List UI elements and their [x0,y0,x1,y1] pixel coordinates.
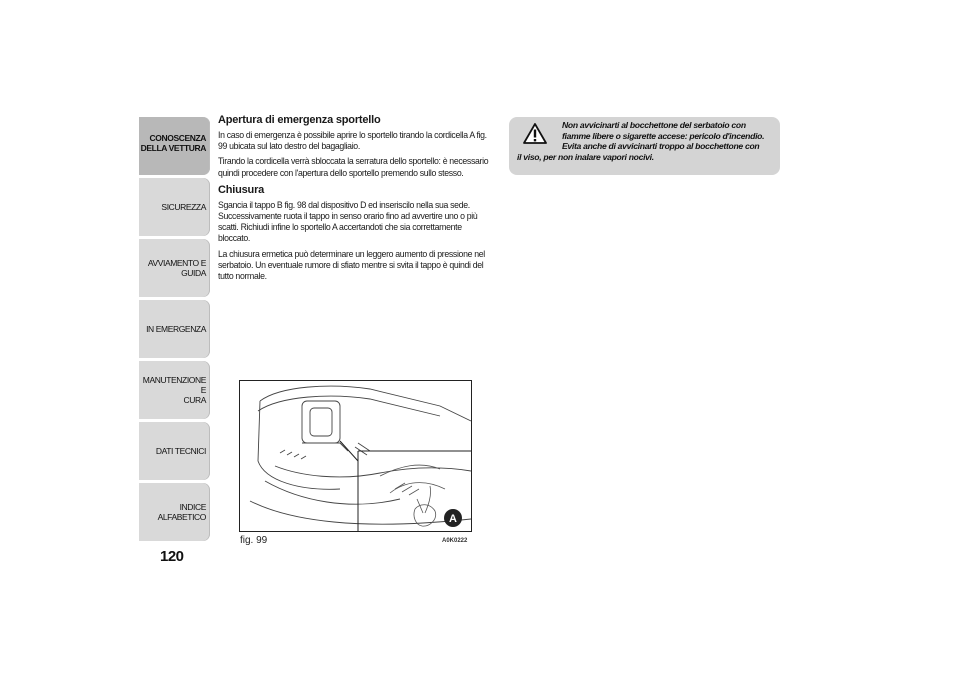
paragraph: In caso di emergenza è possibile aprire lo sportello tirando la cordicella A fig. 99 ubicata sul lato destro del bagagliaio. [218,129,487,152]
warning-text: Non avvicinarti al bocchettone del serbatoio con fiamme libere o sigarette accese: pericolo d'incendio. Evita anche di avvicinarti troppo al bocchettone con il viso, per non inalare vapori nocivi. [517,120,765,162]
callout-a-label: A [449,513,457,525]
tab-manutenzione-e-cura[interactable]: MANUTENZIONE E CURA [139,361,210,419]
tab-in-emergenza[interactable]: IN EMERGENZA [139,300,210,358]
paragraph: La chiusura ermetica può determinare un leggero aumento di pressione nel serbatoio. Un eventuale rumore di sfiato mentre si svita il tappo è quindi del tutto normale. [218,247,485,282]
paragraph: Tirando la cordicella verrà sbloccata la serratura dello sportello: è necessario quindi procedere con l'apertura dello sportello premendo sullo stesso. [218,155,489,178]
text-column [218,114,494,285]
tab-dati-tecnici[interactable]: DATI TECNICI [139,422,210,480]
tab-avviamento-e-guida[interactable]: AVVIAMENTO E GUIDA [139,239,210,297]
page-number: 120 [160,548,184,565]
figure-code: A0K0222 [442,538,468,544]
warning-box [509,117,780,175]
trunk-release-drawing [240,381,471,531]
tab-conoscenza-della-vettura[interactable]: CONOSCENZA DELLA VETTURA [139,117,210,175]
section-title-apertura: Apertura di emergenza sportello [218,114,381,126]
paragraph: Sgancia il tappo B fig. 98 dal dispositivo D ed inseriscilo nella sua sede. Successivamente ruota il tappo in senso orario fino ad avvertire uno o più scatti. Richiudi infine lo sportello A accertandoti che sia correttamente bloccato. [218,198,478,244]
section-title-chiusura: Chiusura [218,183,265,196]
figure-caption: fig. 99 [240,535,268,546]
tab-indice-alfabetico[interactable]: INDICE ALFABETICO [139,483,210,541]
figure-99-illustration [239,380,472,532]
tab-sicurezza[interactable]: SICUREZZA [139,178,210,236]
